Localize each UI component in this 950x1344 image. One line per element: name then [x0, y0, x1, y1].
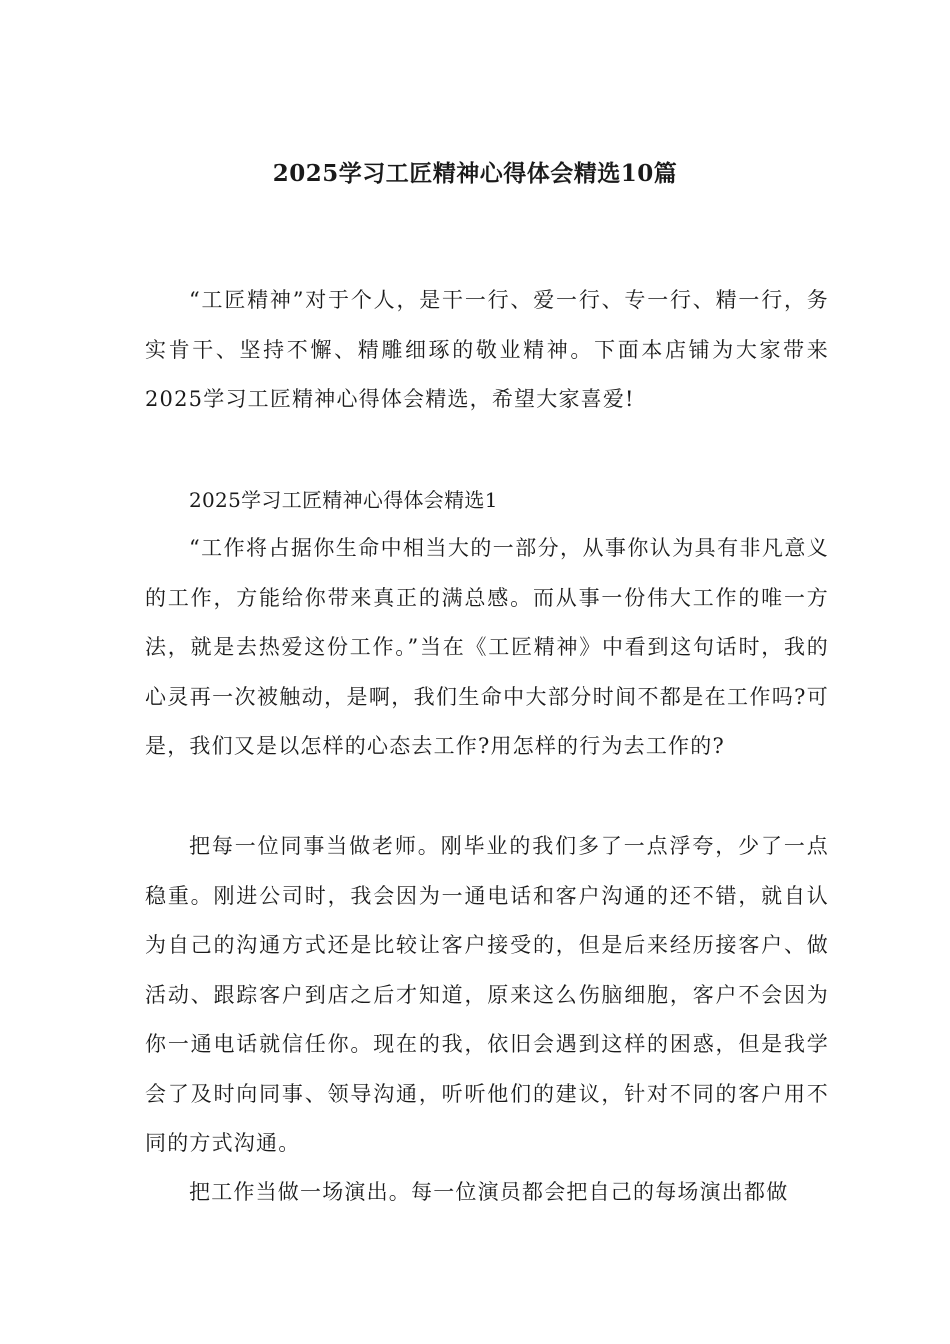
- section-heading: 2025学习工匠精神心得体会精选1: [189, 488, 498, 512]
- intro-paragraph: “工匠精神”对于个人，是干一行、爱一行、专一行、精一行，务实肯干、坚持不懈、精雕细琢的敬业精神。下面本店铺为大家带来2025学习工匠精神心得体会精选，希望大家喜爱!: [145, 288, 829, 411]
- body-paragraph-2: 把每一位同事当做老师。刚毕业的我们多了一点浮夸，少了一点稳重。刚进公司时，我会因为一通电话和客户沟通的还不错，就自认为自己的沟通方式还是比较让客户接受的，但是后来经历接客户、做活动、跟踪客户到店之后才知道，原来这么伤脑细胞，客户不会因为你一通电话就信任你。现在的我，依旧会遇到这样的困惑，但是我学会了及时向同事、领导沟通，听听他们的建议，针对不同的客户用不同的方式沟通。: [145, 834, 829, 1155]
- body-paragraph-3: 把工作当做一场演出。每一位演员都会把自己的每场演出都做: [189, 1180, 789, 1204]
- body-paragraph-1: “工作将占据你生命中相当大的一部分，从事你认为具有非凡意义的工作，方能给你带来真正的满总感。而从事一份伟大工作的唯一方法，就是去热爱这份工作。”当在《工匠精神》中看到这句话时，我的心灵再一次被触动，是啊，我们生命中大部分时间不都是在工作吗?可是，我们又是以怎样的心态去工作?用怎样的行为去工作的?: [145, 536, 829, 758]
- document-title: 2025学习工匠精神心得体会精选10篇: [272, 160, 678, 187]
